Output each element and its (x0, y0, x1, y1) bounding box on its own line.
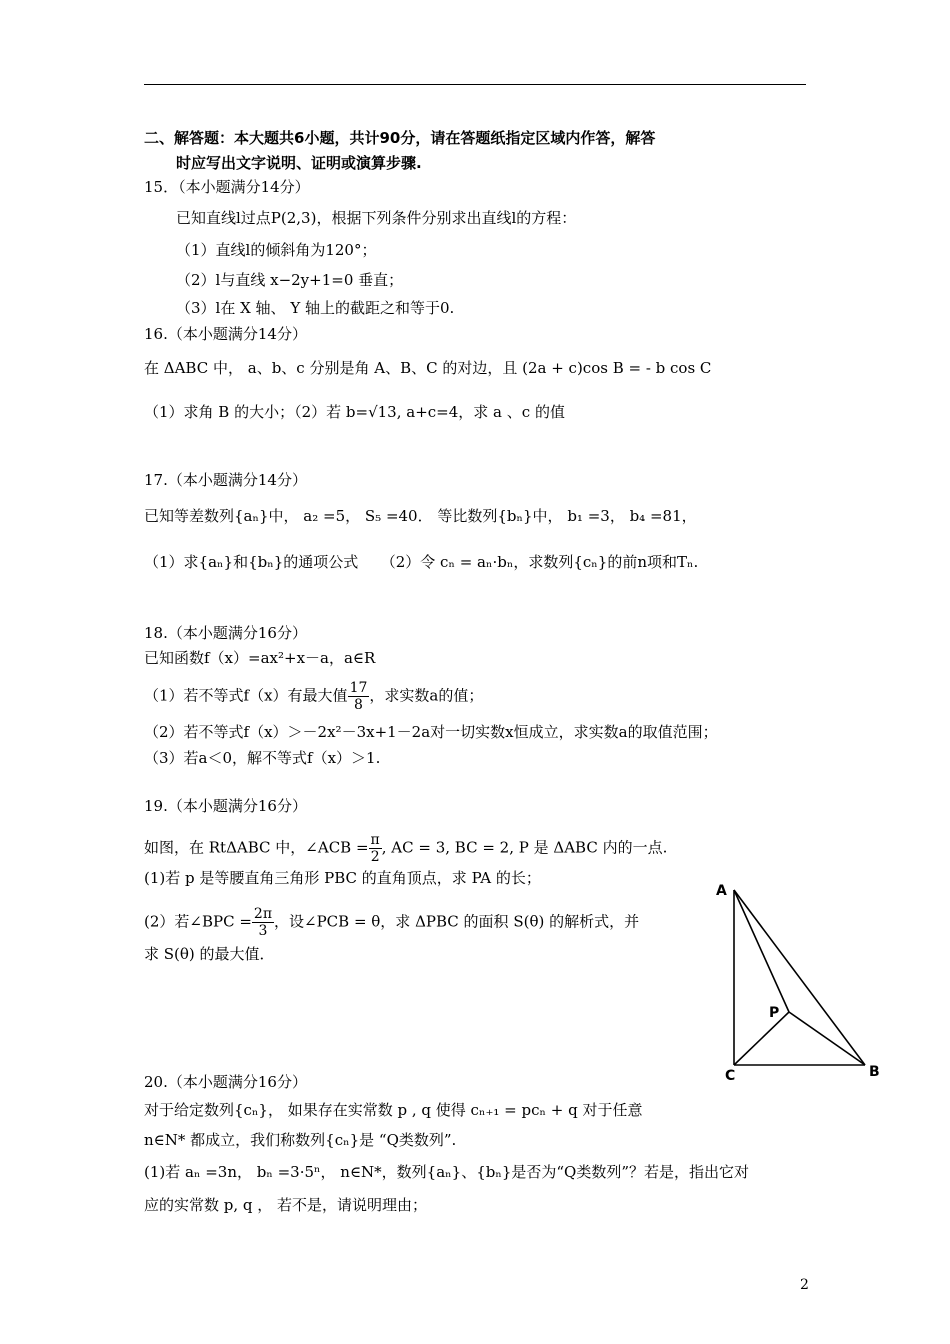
q15-heading: 15．（本小题满分14分） (144, 178, 310, 196)
q18-heading: 18.（本小题满分16分） (144, 624, 307, 642)
edge-ab (734, 890, 865, 1065)
q16-stem: 在 ΔABC 中， a、b、c 分别是角 A、B、C 的对边，且 (2a + c)cos B = - b cos C (144, 359, 712, 377)
q17-heading: 17.（本小题满分14分） (144, 471, 307, 489)
q16-heading: 16.（本小题满分14分） (144, 325, 307, 343)
section-title-line2: 时应写出文字说明、证明或演算步骤. (176, 154, 422, 172)
q15-part3: （3）l在 X 轴、 Y 轴上的截距之和等于0. (176, 299, 455, 317)
label-b: B (869, 1064, 880, 1080)
q20-heading: 20.（本小题满分16分） (144, 1073, 307, 1091)
q18-part2: （2）若不等式f（x）＞－2x²－3x+1－2a对一切实数x恒成立，求实数a的取值范围； (144, 723, 718, 741)
section-title-line1: 二、解答题：本大题共6小题，共计90分，请在答题纸指定区域内作答，解答 (144, 129, 656, 147)
label-p: P (769, 1005, 780, 1021)
q15-part1: （1）直线l的倾斜角为120°； (176, 241, 377, 259)
q17-parts: （1）求{aₙ}和{bₙ}的通项公式 （2）令 cₙ = aₙ·bₙ，求数列{cₙ}的前n项和Tₙ. (144, 553, 699, 571)
fraction-2pi-3: $\frac{2\pi}{3}$ (253, 906, 273, 939)
q16-parts: （1）求角 B 的大小；（2）若 b=√13, a+c=4，求 a 、c 的值 (144, 403, 565, 421)
q17-stem: 已知等差数列{aₙ}中， a₂ =5， S₅ =40． 等比数列{bₙ}中， b₁ =3， b₄ =81， (144, 507, 697, 525)
q18-part1: （1）若不等式f（x）有最大值 $\frac{17}{8}$ ，求实数a的值； (144, 680, 484, 713)
q19-heading: 19.（本小题满分16分） (144, 797, 307, 815)
q15-part2: （2）l与直线 x−2y+1=0 垂直； (176, 271, 404, 289)
q19-part2: (2）若∠BPC = $\frac{2\pi}{3}$ ，设∠PCB = θ，求 ΔPBC 的面积 S(θ) 的解析式，并 (144, 906, 640, 939)
label-c: C (725, 1068, 736, 1080)
q20-stem1: 对于给定数列{cₙ}， 如果存在实常数 p , q 使得 cₙ₊₁ = pcₙ + q 对于任意 (144, 1101, 643, 1119)
q20-part1-line1: (1)若 aₙ =3n， bₙ =3·5ⁿ， n∈N*，数列{aₙ}、{bₙ}是否为“Q类数列”？若是，指出它对 (144, 1163, 750, 1181)
q20-part1-line2: 应的实常数 p, q ， 若不是，请说明理由； (144, 1196, 428, 1214)
edge-ap (734, 890, 789, 1012)
page-number: 2 (800, 1277, 809, 1293)
label-a: A (716, 883, 727, 899)
header-rule (144, 84, 806, 85)
fraction-17-8: $\frac{17}{8}$ (349, 680, 368, 713)
q18-stem: 已知函数f（x）=ax²+x－a，a∈R (144, 649, 376, 667)
q19-part1: (1)若 p 是等腰直角三角形 PBC 的直角顶点，求 PA 的长； (144, 869, 541, 887)
fraction-pi-2: $\frac{\pi}{2}$ (370, 832, 380, 865)
q19-part2-cont: 求 S(θ) 的最大值． (144, 945, 275, 963)
edge-pc (734, 1012, 789, 1065)
q20-stem2: n∈N* 都成立，我们称数列{cₙ}是 “Q类数列”. (144, 1131, 457, 1149)
q15-stem: 已知直线l过点P(2,3)，根据下列条件分别求出直线l的方程： (176, 209, 577, 227)
q18-part3: （3）若a＜0，解不等式f（x）＞1. (144, 749, 381, 767)
edge-pb (789, 1012, 865, 1065)
q19-stem: 如图，在 RtΔABC 中，∠ACB = $\frac{\pi}{2}$ , AC = 3, BC = 2, P 是 ΔABC 内的一点. (144, 832, 668, 865)
triangle-figure (712, 880, 888, 1080)
